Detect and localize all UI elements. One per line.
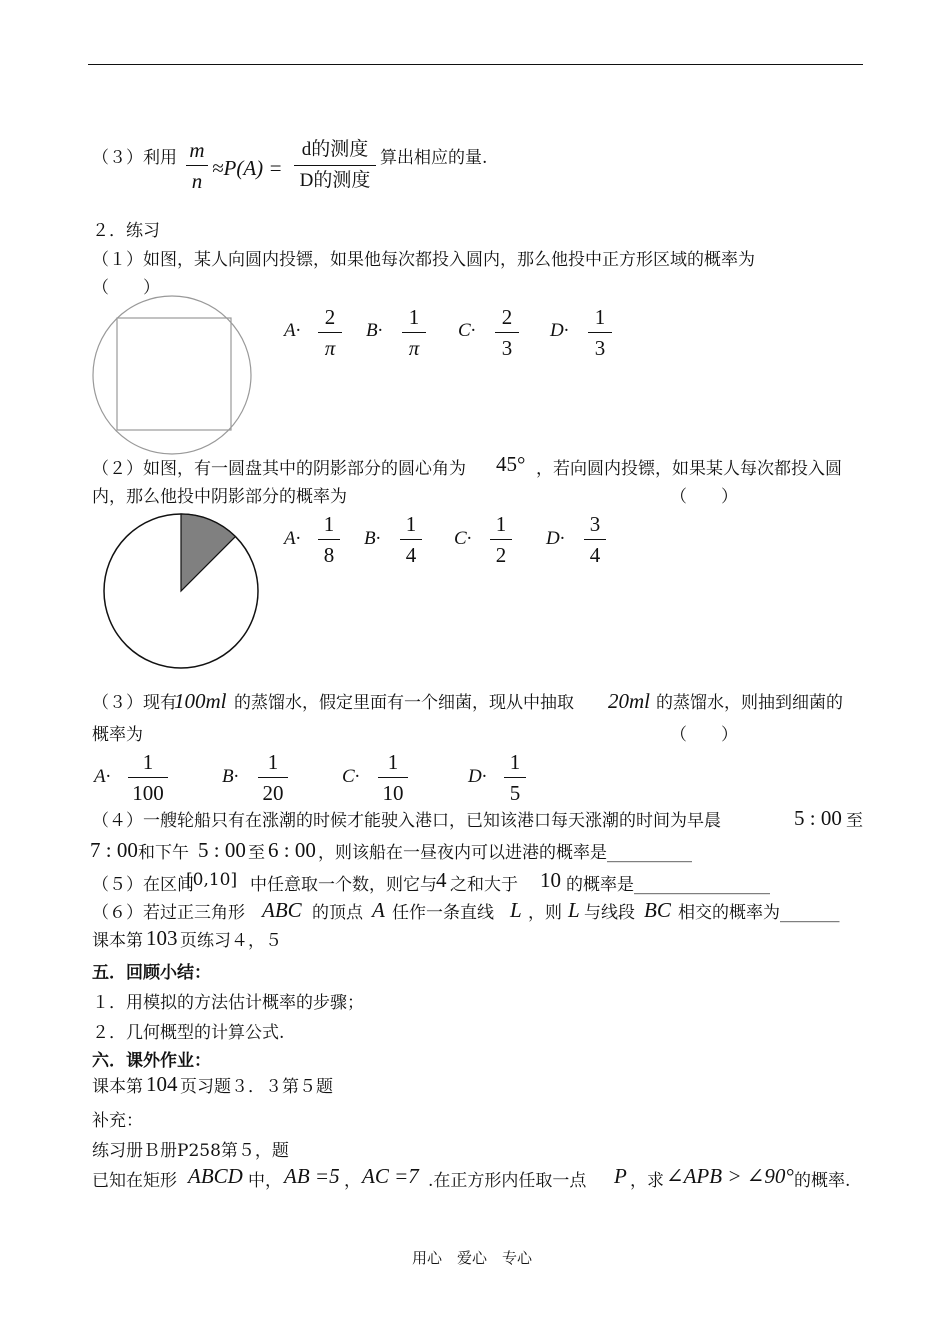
- hw1-b: 页练习４，５: [180, 931, 282, 951]
- q1-option-c-fraction: 2 3: [495, 305, 519, 360]
- formula-approx: ≈P(A) =: [212, 156, 283, 180]
- q1-option-a-fraction: 2 π: [318, 305, 342, 360]
- q3-paren: （ ）: [670, 725, 738, 745]
- q4-t2: 7 : 00: [90, 838, 138, 862]
- last-p: P: [614, 1164, 627, 1188]
- formula-m: m: [189, 138, 205, 162]
- formula-num: d的测度: [301, 139, 369, 160]
- q3-option-a-fraction: 1 100: [128, 750, 168, 805]
- review-item-1: １．用模拟的方法估计概率的步骤；: [92, 993, 364, 1013]
- q4-t1: 5 : 00: [794, 806, 842, 830]
- header-rule: [88, 64, 863, 65]
- q2-option-c-fraction: 1 2: [490, 512, 512, 567]
- q2-option-a-fraction: 1 8: [318, 512, 340, 567]
- pie-disk-figure: [100, 508, 266, 674]
- last-f: 的概率.: [794, 1171, 851, 1191]
- q5-n1: 4: [436, 868, 447, 892]
- q3-v2: 20ml: [608, 689, 650, 713]
- q4-d: 至: [248, 843, 265, 863]
- last-ab: AB =5: [284, 1164, 340, 1188]
- q6-b: 的顶点: [312, 903, 363, 923]
- q1-line1: （１）如图，某人向圆内投镖，如果他每次都投入圆内，那么他投中正方形区域的概率为: [92, 250, 755, 270]
- section-practice: ２．练习: [92, 221, 160, 241]
- last-ac: AC =7: [362, 1164, 419, 1188]
- formula-den: D的测度: [299, 170, 371, 191]
- q4-b: 至: [846, 811, 863, 831]
- q3-b: 的蒸馏水，假定里面有一个细菌，现从中抽取: [234, 693, 574, 713]
- hw2-b: 页习题３．３第５题: [180, 1077, 333, 1097]
- q4-t3: 5 : 00: [198, 838, 246, 862]
- q5-b: 中任意取一个数，则它与: [250, 875, 437, 895]
- q1-option-d-label: D·: [550, 320, 569, 341]
- q3-option-d-label: D·: [468, 766, 487, 787]
- q6-L1: L: [510, 898, 522, 922]
- last-angle: ∠APB > ∠90°: [666, 1164, 794, 1188]
- formula-measure-fraction: [294, 138, 376, 193]
- q2-option-d-label: D·: [546, 528, 565, 549]
- q5-a: （５）在区间: [92, 875, 194, 895]
- q6-A: A: [372, 898, 385, 922]
- q1-option-a-label: A·: [284, 320, 301, 341]
- supplement-workbook: 练习册Ｂ册P258第５，题: [92, 1141, 289, 1161]
- q3-option-b-fraction: 1 20: [258, 750, 288, 805]
- q3-option-c-label: C·: [342, 766, 360, 787]
- q1-option-c-label: C·: [458, 320, 476, 341]
- last-b: 中，: [248, 1171, 282, 1191]
- formula-n: n: [191, 169, 203, 193]
- review-item-2: ２．几何概型的计算公式.: [92, 1023, 285, 1043]
- q2-option-a-label: A·: [284, 528, 301, 549]
- q5-interval: [0,10]: [186, 870, 238, 890]
- supplement-label: 补充：: [92, 1111, 143, 1131]
- formula-prefix: （３）利用: [92, 148, 177, 168]
- q6-L2: L: [568, 898, 580, 922]
- q2-option-b-fraction: 1 4: [400, 512, 422, 567]
- hw2-a: 课本第: [92, 1077, 143, 1097]
- q4-a: （４）一艘轮船只有在涨潮的时候才能驶入港口，已知该港口每天涨潮的时间为早晨: [92, 811, 721, 831]
- q6-f: 相交的概率为_______: [678, 903, 840, 923]
- q3-a: （３）现有: [92, 693, 177, 713]
- q4-c: 和下午: [138, 843, 189, 863]
- q4-e: ，则该船在一昼夜内可以进港的概率是__________: [318, 843, 692, 863]
- hw1-a: 课本第: [92, 931, 143, 951]
- q2-angle: 45°: [496, 452, 526, 476]
- q6-e: 与线段: [584, 903, 635, 923]
- q6-abc: ABC: [262, 898, 302, 922]
- q6-a: （６）若过正三角形: [92, 903, 245, 923]
- section-review: 五．回顾小结：: [92, 963, 211, 983]
- q5-d: 的概率是________________: [566, 875, 770, 895]
- last-e: ，求: [630, 1171, 664, 1191]
- q2-option-c-label: C·: [454, 528, 472, 549]
- q6-BC: BC: [644, 898, 671, 922]
- q1-paren: （ ）: [92, 278, 160, 298]
- q3-v1: 100ml: [174, 689, 227, 713]
- q2-line2: 内，那么他投中阴影部分的概率为: [92, 487, 347, 507]
- q5-n2: 10: [540, 868, 561, 892]
- q3-option-c-fraction: 1 10: [378, 750, 408, 805]
- q5-c: 之和大于: [450, 875, 518, 895]
- q6-c: 任作一条直线: [392, 903, 494, 923]
- hw1-n: 103: [146, 926, 178, 950]
- formula-m-over-n: [186, 138, 208, 193]
- q3-c: 的蒸馏水，则抽到细菌的: [656, 693, 843, 713]
- q1-option-d-fraction: 1 3: [588, 305, 612, 360]
- q1-option-b-label: B·: [366, 320, 383, 341]
- q3-line2: 概率为: [92, 725, 143, 745]
- q4-t4: 6 : 00: [268, 838, 316, 862]
- formula-suffix: 算出相应的量.: [380, 148, 488, 168]
- page-footer: 用心 爱心 专心: [412, 1249, 533, 1267]
- q3-option-a-label: A·: [94, 766, 111, 787]
- q2-paren: （ ）: [670, 487, 738, 507]
- q2-option-b-label: B·: [364, 528, 381, 549]
- last-d: .在正方形内任取一点: [428, 1171, 587, 1191]
- hw2-n: 104: [146, 1072, 178, 1096]
- last-abcd: ABCD: [188, 1164, 243, 1188]
- q2-line1a: （２）如图，有一圆盘其中的阴影部分的圆心角为: [92, 459, 466, 479]
- q2-line1b: ，若向圆内投镖，如果某人每次都投入圆: [536, 459, 842, 479]
- circle-square-figure: [90, 292, 256, 458]
- q3-option-d-fraction: 1 5: [504, 750, 526, 805]
- section-homework: 六．课外作业：: [92, 1051, 211, 1071]
- q3-option-b-label: B·: [222, 766, 239, 787]
- q6-d: ，则: [528, 903, 562, 923]
- last-c: ，: [344, 1171, 361, 1191]
- q1-option-b-fraction: 1 π: [402, 305, 426, 360]
- q2-option-d-fraction: 3 4: [584, 512, 606, 567]
- last-a: 已知在矩形: [92, 1171, 177, 1191]
